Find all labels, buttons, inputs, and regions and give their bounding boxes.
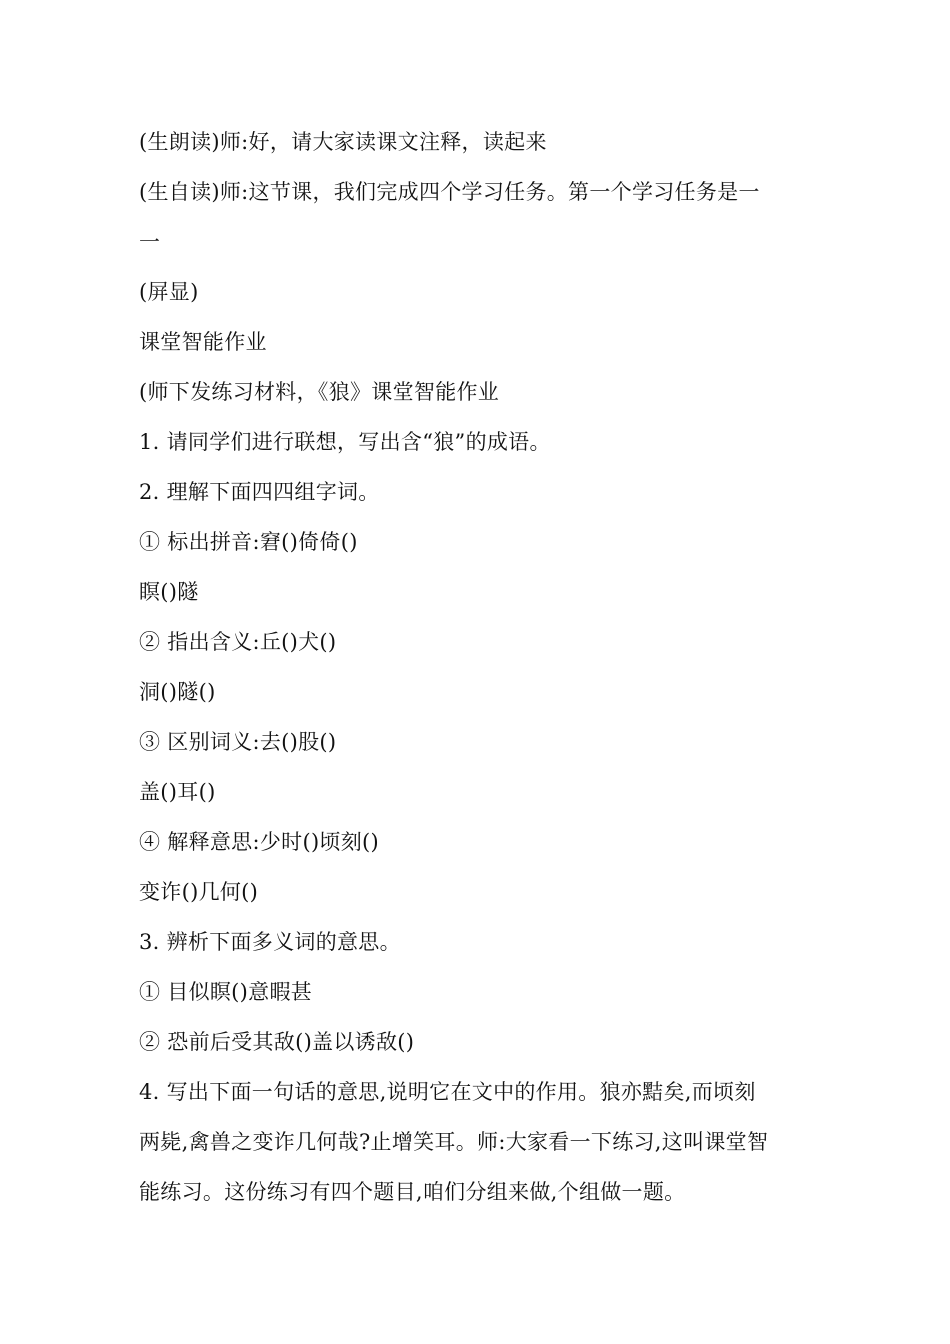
final-paragraph-line: 能练习。这份练习有四个题目,咱们分组来做,个组做一题。	[139, 1180, 686, 1204]
text-line: 一	[139, 230, 161, 254]
question-item: 1. 请同学们进行联想，写出含“狼”的成语。	[139, 430, 551, 454]
text-line: (生自读)师:这节课，我们完成四个学习任务。第一个学习任务是一	[139, 180, 760, 204]
text-line: (生朗读)师:好，请大家读课文注释，读起来	[139, 130, 547, 154]
sub-question: ② 指出含义:丘()犬()	[139, 630, 337, 654]
final-paragraph-line: 两毙,禽兽之变诈几何哉?止增笑耳。师:大家看一下练习,这叫课堂智	[139, 1130, 769, 1154]
document-body	[139, 117, 819, 1217]
sub-question: ③ 区别词义:去()股()	[139, 730, 337, 754]
question-item: 2. 理解下面四四组字词。	[139, 480, 380, 504]
question-item: 3. 辨析下面多义词的意思。	[139, 930, 401, 954]
sub-question-continuation: 瞑()隧	[139, 580, 199, 604]
final-paragraph-line: 4. 写出下面一句话的意思,说明它在文中的作用。狼亦黠矣,而顷刻	[139, 1080, 756, 1104]
sub-question: ① 标出拼音:窘()倚倚()	[139, 530, 358, 554]
text-line: (屏显)	[139, 280, 199, 304]
sub-question-continuation: 洞()隧()	[139, 680, 216, 704]
sub-question-continuation: 盖()耳()	[139, 780, 216, 804]
sub-question: ④ 解释意思:少时()顷刻()	[139, 830, 380, 854]
sub-question: ① 目似瞑()意暇甚	[139, 980, 313, 1004]
sub-question-continuation: 变诈()几何()	[139, 880, 259, 904]
section-heading: 课堂智能作业	[139, 330, 267, 354]
sub-question: ② 恐前后受其敌()盖以诱敌()	[139, 1030, 415, 1054]
text-line: (师下发练习材料，《狼》课堂智能作业	[139, 380, 500, 404]
